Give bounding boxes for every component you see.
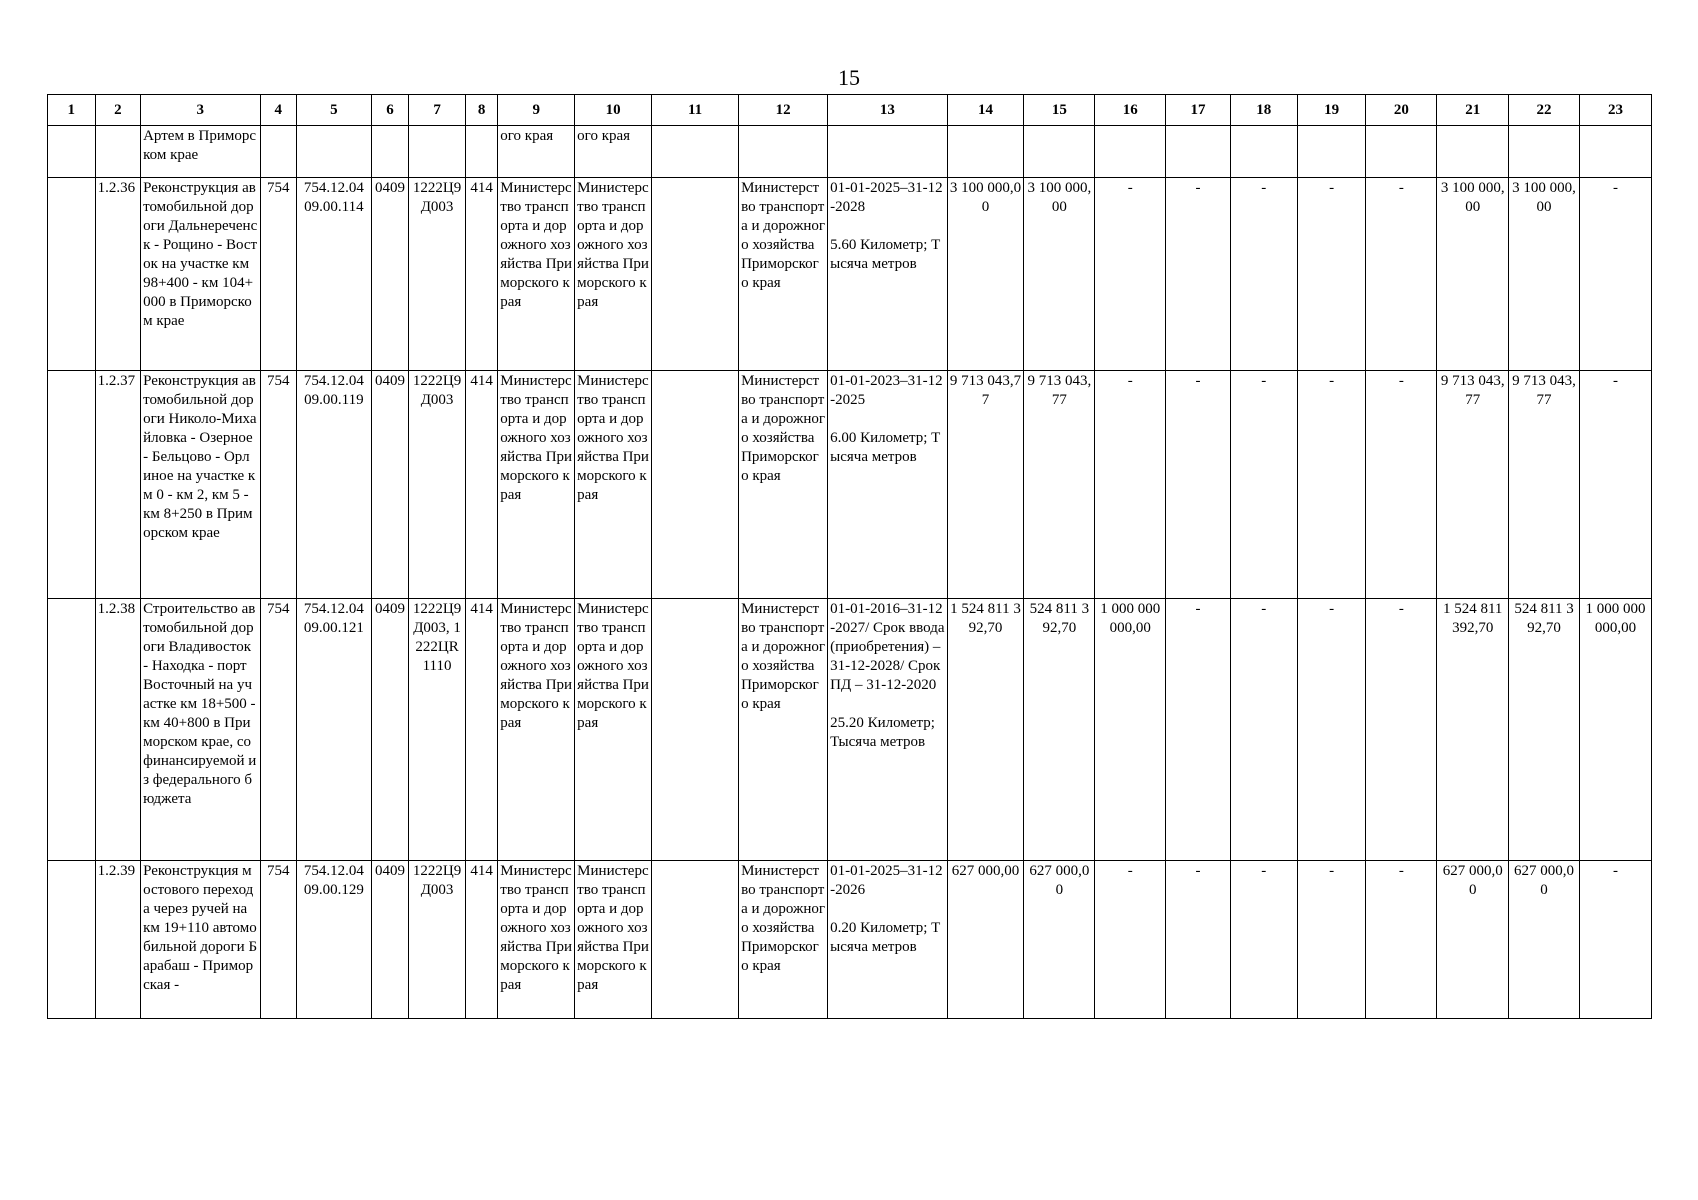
table-cell-col-20: - — [1366, 599, 1437, 861]
table-cell-col-22: 3 100 000,00 — [1509, 178, 1580, 371]
header-row — [48, 95, 1652, 126]
table-cell-col-15: 627 000,00 — [1024, 861, 1095, 1019]
table-cell-col-6: 0409 — [371, 371, 408, 599]
table-cell-col-20: - — [1366, 861, 1437, 1019]
table-row — [48, 599, 1652, 861]
table-cell-col-3: Реконструкция мостового перехода через ручей на км 19+110 автомобильной дороги Барабаш - Приморская - — [141, 861, 260, 1019]
col-header: 7 — [409, 95, 466, 126]
table-cell-col-13 — [828, 126, 947, 178]
table-cell-col-1 — [48, 599, 96, 861]
table-cell-col-21: 627 000,00 — [1437, 861, 1509, 1019]
col-header: 1 — [48, 95, 96, 126]
table-cell-col-18: - — [1230, 599, 1297, 861]
table-cell-col-10: Министерство транспорта и дорожного хозяйства Приморского края — [575, 861, 652, 1019]
table-cell-col-10: ого края — [575, 126, 652, 178]
table-cell-col-20 — [1366, 126, 1437, 178]
table-cell-col-2: 1.2.38 — [95, 599, 141, 861]
table-cell-col-8: 414 — [465, 861, 497, 1019]
table-cell-col-21: 1 524 811 392,70 — [1437, 599, 1509, 861]
table-cell-col-18 — [1230, 126, 1297, 178]
table-cell-col-3: Строительство автомобильной дороги Владивосток - Находка - порт Восточный на участке км 18+500 - км 40+800 в Приморском крае, софинансируемой из федерального бюджета — [141, 599, 260, 861]
table-cell-col-5: 754.12.04 09.00.114 — [296, 178, 371, 371]
table-cell-col-19 — [1297, 126, 1366, 178]
table-cell-col-7: 1222Ц9 Д003, 1222ЦR 1110 — [409, 599, 466, 861]
table-cell-col-19: - — [1297, 178, 1366, 371]
table-cell-col-5: 754.12.04 09.00.119 — [296, 371, 371, 599]
col-header: 11 — [652, 95, 739, 126]
table-cell-col-13: 01-01-2025–31-12-2026 0.20 Километр; Тысяча метров — [828, 861, 947, 1019]
table-cell-col-4 — [260, 126, 296, 178]
col-header: 20 — [1366, 95, 1437, 126]
table-cell-col-1 — [48, 126, 96, 178]
col-header: 21 — [1437, 95, 1509, 126]
table-cell-col-14: 1 524 811 392,70 — [947, 599, 1024, 861]
table-cell-col-19: - — [1297, 861, 1366, 1019]
table-cell-col-17: - — [1166, 371, 1231, 599]
table-cell-col-11 — [652, 371, 739, 599]
table-row — [48, 861, 1652, 1019]
table-cell-col-2 — [95, 126, 141, 178]
budget-table — [47, 94, 1652, 1019]
table-cell-col-10: Министерство транспорта и дорожного хозяйства Приморского края — [575, 599, 652, 861]
table-cell-col-23: - — [1579, 861, 1651, 1019]
col-header: 19 — [1297, 95, 1366, 126]
table-cell-col-15: 3 100 000,00 — [1024, 178, 1095, 371]
table-row — [48, 178, 1652, 371]
table-cell-col-17 — [1166, 126, 1231, 178]
table-cell-col-9: Министерство транспорта и дорожного хозяйства Приморского края — [498, 178, 575, 371]
table-cell-col-16: - — [1095, 178, 1166, 371]
table-cell-col-10: Министерство транспорта и дорожного хозяйства Приморского края — [575, 371, 652, 599]
table-cell-col-7: 1222Ц9 Д003 — [409, 178, 466, 371]
table-cell-col-7: 1222Ц9 Д003 — [409, 861, 466, 1019]
table-cell-col-21 — [1437, 126, 1509, 178]
table-cell-col-23: - — [1579, 371, 1651, 599]
table-cell-col-18: - — [1230, 371, 1297, 599]
table-cell-col-13: 01-01-2025–31-12-2028 5.60 Километр; Тысяча метров — [828, 178, 947, 371]
table-cell-col-23 — [1579, 126, 1651, 178]
table-cell-col-15: 524 811 392,70 — [1024, 599, 1095, 861]
page-number: 15 — [838, 65, 860, 90]
table-cell-col-5: 754.12.04 09.00.129 — [296, 861, 371, 1019]
table-cell-col-13: 01-01-2016–31-12-2027/ Срок ввода (приобретения) – 31-12-2028/ Срок ПД – 31-12-2020 25.20 Километр; Тысяча метров — [828, 599, 947, 861]
table-cell-col-4: 754 — [260, 371, 296, 599]
col-header: 22 — [1509, 95, 1580, 126]
table-cell-col-11 — [652, 599, 739, 861]
col-header: 9 — [498, 95, 575, 126]
table-cell-col-7: 1222Ц9 Д003 — [409, 371, 466, 599]
table-cell-col-9: Министерство транспорта и дорожного хозяйства Приморского края — [498, 599, 575, 861]
table-cell-col-11 — [652, 861, 739, 1019]
table-cell-col-6: 0409 — [371, 861, 408, 1019]
table-cell-col-21: 9 713 043,77 — [1437, 371, 1509, 599]
table-cell-col-18: - — [1230, 861, 1297, 1019]
table-cell-col-1 — [48, 861, 96, 1019]
col-header: 13 — [828, 95, 947, 126]
table-cell-col-16: - — [1095, 861, 1166, 1019]
table-cell-col-7 — [409, 126, 466, 178]
table-cell-col-19: - — [1297, 371, 1366, 599]
table-cell-col-9: Министерство транспорта и дорожного хозяйства Приморского края — [498, 371, 575, 599]
table-cell-col-17: - — [1166, 861, 1231, 1019]
table-cell-col-9: Министерство транспорта и дорожного хозяйства Приморского края — [498, 861, 575, 1019]
table-cell-col-14: 3 100 000,00 — [947, 178, 1024, 371]
table-cell-col-12: Министерство транспорта и дорожного хозяйства Приморского края — [739, 861, 828, 1019]
table-cell-col-22: 524 811 392,70 — [1509, 599, 1580, 861]
table-cell-col-1 — [48, 371, 96, 599]
table-cell-col-8 — [465, 126, 497, 178]
table-cell-col-6: 0409 — [371, 599, 408, 861]
table-cell-col-12: Министерство транспорта и дорожного хозяйства Приморского края — [739, 371, 828, 599]
table-cell-col-3: Реконструкция автомобильной дороги Николо-Михайловка - Озерное - Бельцово - Орлиное на участке км 0 - км 2, км 5 - км 8+250 в Приморском крае — [141, 371, 260, 599]
table-cell-col-12: Министерство транспорта и дорожного хозяйства Приморского края — [739, 599, 828, 861]
col-header: 18 — [1230, 95, 1297, 126]
table-cell-col-16: 1 000 000 000,00 — [1095, 599, 1166, 861]
table-cell-col-1 — [48, 178, 96, 371]
table-cell-col-21: 3 100 000,00 — [1437, 178, 1509, 371]
table-cell-col-23: - — [1579, 178, 1651, 371]
table-cell-col-19: - — [1297, 599, 1366, 861]
table-cell-col-17: - — [1166, 599, 1231, 861]
table-cell-col-23: 1 000 000 000,00 — [1579, 599, 1651, 861]
table-cell-col-3: Артем в Приморском крае — [141, 126, 260, 178]
table-cell-col-16: - — [1095, 371, 1166, 599]
table-cell-col-2: 1.2.37 — [95, 371, 141, 599]
table-cell-col-5 — [296, 126, 371, 178]
table-cell-col-22 — [1509, 126, 1580, 178]
table-cell-col-15: 9 713 043,77 — [1024, 371, 1095, 599]
table-cell-col-2: 1.2.39 — [95, 861, 141, 1019]
table-cell-col-10: Министерство транспорта и дорожного хозяйства Приморского края — [575, 178, 652, 371]
table-cell-col-4: 754 — [260, 178, 296, 371]
col-header: 16 — [1095, 95, 1166, 126]
table-cell-col-20: - — [1366, 371, 1437, 599]
col-header: 17 — [1166, 95, 1231, 126]
table-cell-col-8: 414 — [465, 178, 497, 371]
col-header: 6 — [371, 95, 408, 126]
col-header: 8 — [465, 95, 497, 126]
table-cell-col-12 — [739, 126, 828, 178]
col-header: 3 — [141, 95, 260, 126]
table-cell-col-3: Реконструкция автомобильной дороги Дальнереченск - Рощино - Восток на участке км 98+400 - км 104+000 в Приморском крае — [141, 178, 260, 371]
table-cell-col-2: 1.2.36 — [95, 178, 141, 371]
table-cell-col-6: 0409 — [371, 178, 408, 371]
table-cell-col-9: ого края — [498, 126, 575, 178]
table-cell-col-8: 414 — [465, 599, 497, 861]
table-cell-col-18: - — [1230, 178, 1297, 371]
table-cell-col-22: 9 713 043,77 — [1509, 371, 1580, 599]
col-header: 23 — [1579, 95, 1651, 126]
table-cell-col-11 — [652, 178, 739, 371]
table-cell-col-20: - — [1366, 178, 1437, 371]
table-cell-col-14: 627 000,00 — [947, 861, 1024, 1019]
table-row — [48, 371, 1652, 599]
table-cell-col-22: 627 000,00 — [1509, 861, 1580, 1019]
table-row — [48, 126, 1652, 178]
col-header: 15 — [1024, 95, 1095, 126]
table-cell-col-15 — [1024, 126, 1095, 178]
table-cell-col-5: 754.12.04 09.00.121 — [296, 599, 371, 861]
table-cell-col-6 — [371, 126, 408, 178]
table-cell-col-16 — [1095, 126, 1166, 178]
table-cell-col-13: 01-01-2023–31-12-2025 6.00 Километр; Тысяча метров — [828, 371, 947, 599]
col-header: 10 — [575, 95, 652, 126]
table-cell-col-4: 754 — [260, 861, 296, 1019]
table-cell-col-14 — [947, 126, 1024, 178]
table-cell-col-14: 9 713 043,77 — [947, 371, 1024, 599]
col-header: 5 — [296, 95, 371, 126]
col-header: 2 — [95, 95, 141, 126]
table-cell-col-4: 754 — [260, 599, 296, 861]
col-header: 14 — [947, 95, 1024, 126]
col-header: 12 — [739, 95, 828, 126]
table-cell-col-12: Министерство транспорта и дорожного хозяйства Приморского края — [739, 178, 828, 371]
col-header: 4 — [260, 95, 296, 126]
table-cell-col-11 — [652, 126, 739, 178]
table-cell-col-8: 414 — [465, 371, 497, 599]
table-cell-col-17: - — [1166, 178, 1231, 371]
